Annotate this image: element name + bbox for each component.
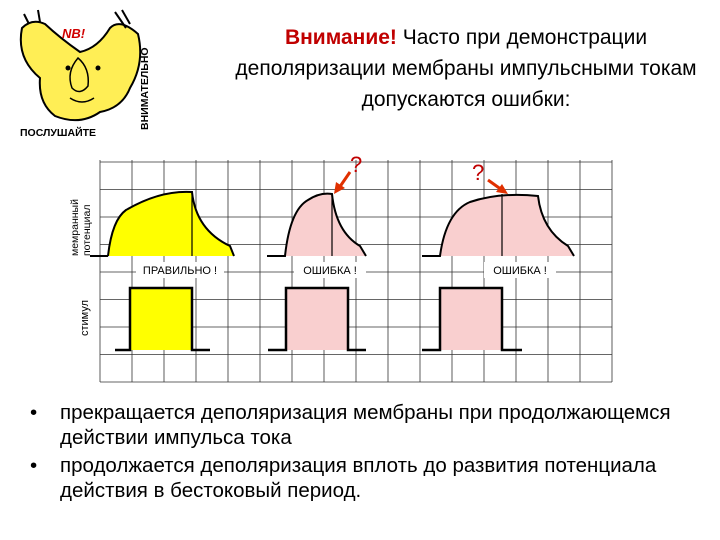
label-error-2: ОШИБКА ! (493, 265, 547, 277)
arrow-1 (334, 172, 350, 194)
ylabel-membrane-2: потенциал (81, 204, 93, 256)
bullet-text: продолжается деполяризация вплоть до развития потенциала действия в бестоковый период. (60, 454, 657, 502)
error1-stimulus-pulse (286, 288, 348, 350)
bullet-item (28, 453, 708, 503)
label-correct: ПРАВИЛЬНО ! (142, 265, 218, 277)
correct-potential-curve (108, 192, 234, 256)
label-error-1: ОШИБКА ! (303, 265, 357, 277)
question-mark-1: ? (350, 152, 363, 177)
nb-mark: NB! (62, 26, 86, 41)
bullet-marker: • (30, 454, 38, 477)
bullet-text: прекращается деполяризация мембраны при продолжающемся действии импульса тока (60, 401, 671, 449)
bullet-item (28, 400, 708, 450)
depolarization-diagram (60, 150, 620, 390)
logo-attentive-text: ВНИМАТЕЛЬНО (139, 47, 151, 130)
title-warning: Внимание! (284, 26, 397, 49)
correct-stimulus-pulse (130, 288, 192, 350)
question-mark-2: ? (472, 160, 485, 185)
error2-stimulus-pulse (440, 288, 502, 350)
error2-potential-curve (440, 195, 574, 256)
bullet-marker: • (30, 401, 38, 424)
ylabel-stimulus: стимул (79, 299, 91, 336)
ylabel-membrane-1: мемранный (69, 199, 81, 256)
attention-cartoon-logo (10, 8, 160, 143)
logo-listen-text: ПОСЛУШАЙТЕ (20, 127, 97, 139)
bullet-list (28, 400, 708, 506)
slide-title (232, 22, 700, 115)
arrow-2 (488, 180, 508, 194)
error1-potential-curve (285, 194, 366, 256)
title-text: Часто при демонстрации деполяризации мембраны импульсными токам допускаются ошибки: (235, 26, 697, 111)
